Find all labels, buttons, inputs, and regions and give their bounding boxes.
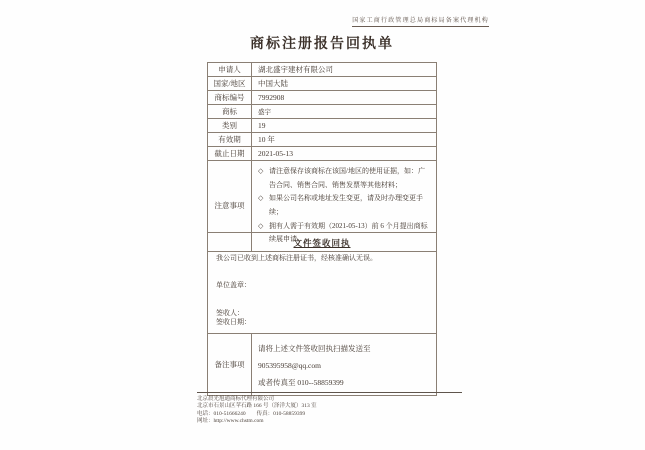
footer-address: 北京市石景山区苹石路 166 号（泽洋大厦）313 室 [197,403,317,410]
remarks-line: 请将上述文件签收回执扫描发送至 905395958@qq.com [258,343,371,370]
table-row [208,105,437,119]
signer-label: 签收人： [216,309,244,317]
receipt-statement: 我公司已收到上述商标注册证书，经核准确认无误。 [216,254,377,262]
receipt-box [207,232,437,396]
row-label: 申请人 [208,63,252,77]
row-value: 湖北盛宇建材有限公司 [252,63,437,77]
sign-date-label: 签收日期： [216,318,251,327]
table-row [208,147,437,161]
remarks-label: 备注事项 [208,334,252,395]
page-title: 商标注册报告回执单 [250,37,394,52]
row-label: 商标 [208,105,252,119]
footer [197,392,462,425]
table-row [208,63,437,77]
seal-label: 单位盖章： [216,281,251,289]
note-item [258,165,431,192]
row-label: 国家/地区 [208,77,252,91]
table-row [208,133,437,147]
row-value: 2021-05-13 [252,147,437,161]
info-table [207,62,437,252]
diamond-bullet-icon: ◇ [258,194,264,203]
table-row [208,91,437,105]
row-label: 有效期 [208,133,252,147]
remarks-line: 或者传真至 010--58859399 [258,377,344,387]
note-text: 请注意保存该商标在该国/地区的使用证据，如：广告合同、销售合同、销售发票等其他材料； [269,167,425,189]
agency-note: 国家工商行政管理总局商标局备案代理机构 [352,15,489,27]
notes-label: 注意事项 [208,161,252,252]
row-value: 中国大陆 [252,77,437,91]
row-label: 类别 [208,119,252,133]
note-text: 拥有人需于有效期（2021-05-13）前 6 个月提出商标续展申请。 [269,221,428,244]
footer-company: 北京晨光旭通商标代理有限公司 [197,396,275,402]
remarks-row [208,334,436,395]
row-label: 截止日期 [208,147,252,161]
diamond-bullet-icon: ◇ [258,167,264,175]
row-label: 商标编号 [208,91,252,105]
footer-phone-fax: 电话：010-51666240 传真：010-58859399 [197,410,306,417]
receipt-section [208,233,436,334]
footer-website: 网址：http://www.chstm.com [197,417,264,424]
trademark-value: 盛宇 [252,105,437,119]
diamond-bullet-icon: ◇ [258,221,264,230]
table-row [208,77,437,91]
row-value: 7992908 [252,91,437,105]
table-row [208,119,437,133]
row-value: 10 年 [252,133,437,147]
note-text: 如果公司名称或地址发生变更，请及时办理变更手续； [269,194,423,216]
note-item [258,192,431,219]
row-value: 19 [252,119,437,133]
remarks-content [252,334,436,395]
receipt-title: 文件签收回执 [293,238,351,248]
